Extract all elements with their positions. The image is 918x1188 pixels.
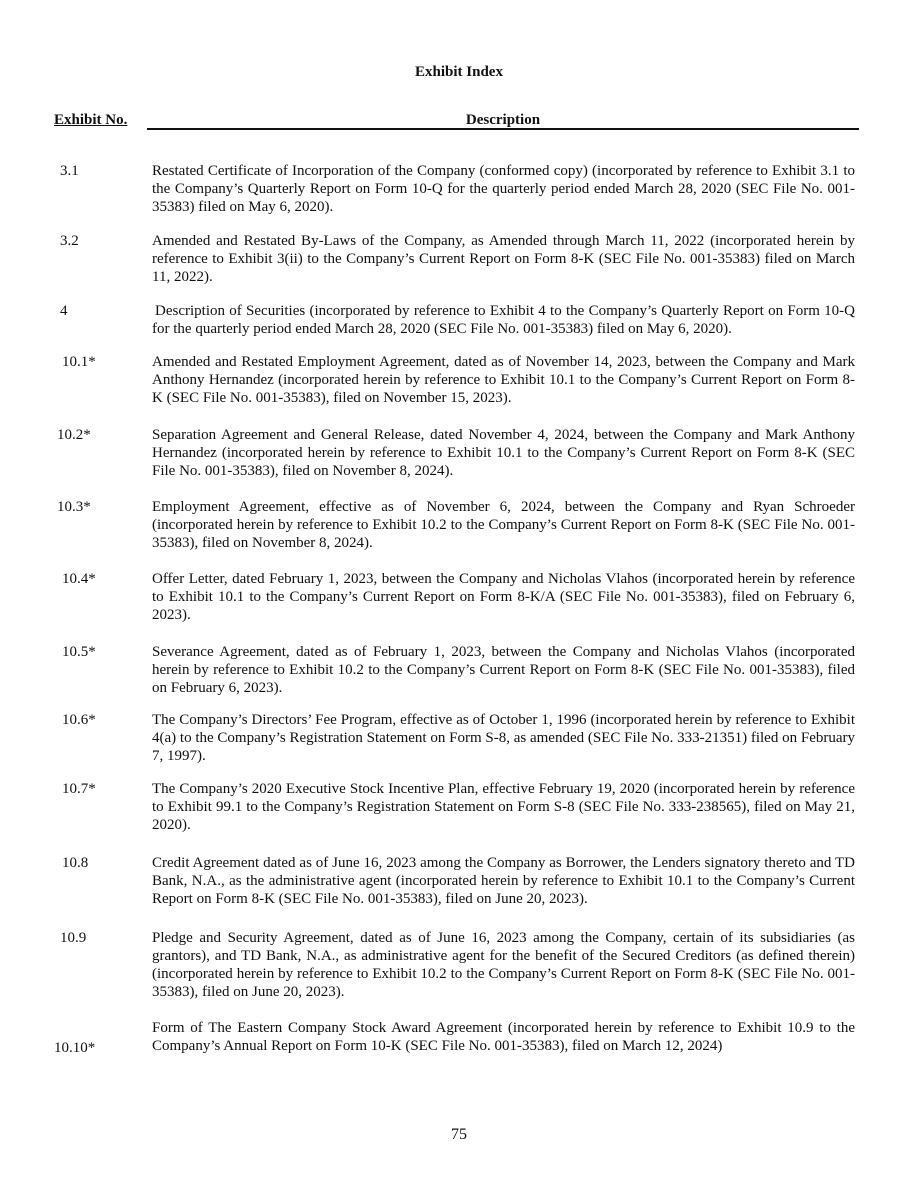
exhibit-number: 4 xyxy=(60,303,68,319)
header-rule xyxy=(147,128,859,130)
exhibit-number: 3.1 xyxy=(60,163,79,179)
exhibit-number: 3.2 xyxy=(60,233,79,249)
exhibit-description: Severance Agreement, dated as of February 1, 2023, between the Company and Nicholas Vlahos (incorporated herein by reference to Exhibit 10.2 to the Company’s Current Report on Form 8-K (SEC File No. 001-35383), filed on February 6, 2023). xyxy=(152,644,855,696)
exhibit-number: 10.5* xyxy=(62,644,96,660)
exhibit-description: Pledge and Security Agreement, dated as of June 16, 2023 among the Company, certain of its subsidiaries (as grantors), and TD Bank, N.A., as administrative agent for the benefit of the Secured Creditors (as defined therein) (incorporated herein by reference to Exhibit 10.2 to the Company’s Current Report on Form 8-K (SEC File No. 001-35383), filed on June 20, 2023). xyxy=(152,930,855,1000)
exhibit-description: Form of The Eastern Company Stock Award Agreement (incorporated herein by reference to Exhibit 10.9 to the Company’s Annual Report on Form 10-K (SEC File No. 001-35383), filed on March 12, 2024) xyxy=(152,1020,855,1054)
exhibit-number: 10.10* xyxy=(54,1040,96,1056)
exhibit-description: Amended and Restated Employment Agreement, dated as of November 14, 2023, between the Company and Mark Anthony Hernandez (incorporated herein by reference to Exhibit 10.1 to the Company’s Current Report on Form 8-K (SEC File No. 001-35383), filed on November 15, 2023). xyxy=(152,354,855,406)
exhibit-description: Description of Securities (incorporated by reference to Exhibit 4 to the Company’s Quarterly Report on Form 10-Q for the quarterly period ended March 28, 2020 (SEC File No. 001-35383) filed on May 6, 2020). xyxy=(152,303,855,337)
exhibit-number-header: Exhibit No. xyxy=(54,112,128,128)
exhibit-number: 10.6* xyxy=(62,712,96,728)
exhibit-description: Employment Agreement, effective as of November 6, 2024, between the Company and Ryan Schroeder (incorporated herein by reference to Exhibit 10.2 to the Company’s Current Report on Form 8-K (SEC File No. 001-35383), filed on November 8, 2024). xyxy=(152,499,855,551)
exhibit-number: 10.3* xyxy=(57,499,91,515)
exhibit-number: 10.7* xyxy=(62,781,96,797)
exhibit-description: The Company’s Directors’ Fee Program, effective as of October 1, 1996 (incorporated herein by reference to Exhibit 4(a) to the Company’s Registration Statement on Form S-8, as amended (SEC File No. 333-21351) filed on February 7, 1997). xyxy=(152,712,855,764)
exhibit-number: 10.2* xyxy=(57,427,91,443)
exhibit-number: 10.1* xyxy=(62,354,96,370)
page-number: 75 xyxy=(451,1126,467,1143)
exhibit-description: Offer Letter, dated February 1, 2023, between the Company and Nicholas Vlahos (incorporated herein by reference to Exhibit 10.1 to the Company’s Current Report on Form 8-K/A (SEC File No. 001-35383), filed on February 6, 2023). xyxy=(152,571,855,623)
exhibit-description: Amended and Restated By-Laws of the Company, as Amended through March 11, 2022 (incorporated herein by reference to Exhibit 3(ii) to the Company’s Current Report on Form 8-K (SEC File No. 001-35383) filed on March 11, 2022). xyxy=(152,233,855,285)
exhibit-description: Credit Agreement dated as of June 16, 2023 among the Company as Borrower, the Lenders signatory thereto and TD Bank, N.A., as the administrative agent (incorporated herein by reference to Exhibit 10.1 to the Company’s Current Report on Form 8-K (SEC File No. 001-35383), filed on June 20, 2023). xyxy=(152,855,855,907)
exhibit-description: The Company’s 2020 Executive Stock Incentive Plan, effective February 19, 2020 (incorporated herein by reference to Exhibit 99.1 to the Company’s Registration Statement on Form S-8 (SEC File No. 333-238565), filed on May 21, 2020). xyxy=(152,781,855,833)
exhibit-description: Separation Agreement and General Release, dated November 4, 2024, between the Company and Mark Anthony Hernandez (incorporated herein by reference to Exhibit 10.1 to the Company’s Current Report on Form 8-K (SEC File No. 001-35383), filed on November 8, 2024). xyxy=(152,427,855,479)
exhibit-description: Restated Certificate of Incorporation of the Company (conformed copy) (incorporated by reference to Exhibit 3.1 to the Company’s Quarterly Report on Form 10-Q for the quarterly period ended March 28, 2020 (SEC File No. 001-35383) filed on May 6, 2020). xyxy=(152,163,855,215)
page-title: Exhibit Index xyxy=(415,64,503,80)
exhibit-number: 10.4* xyxy=(62,571,96,587)
exhibit-number: 10.8 xyxy=(62,855,89,871)
description-header: Description xyxy=(465,112,541,128)
exhibit-number: 10.9 xyxy=(60,930,87,946)
